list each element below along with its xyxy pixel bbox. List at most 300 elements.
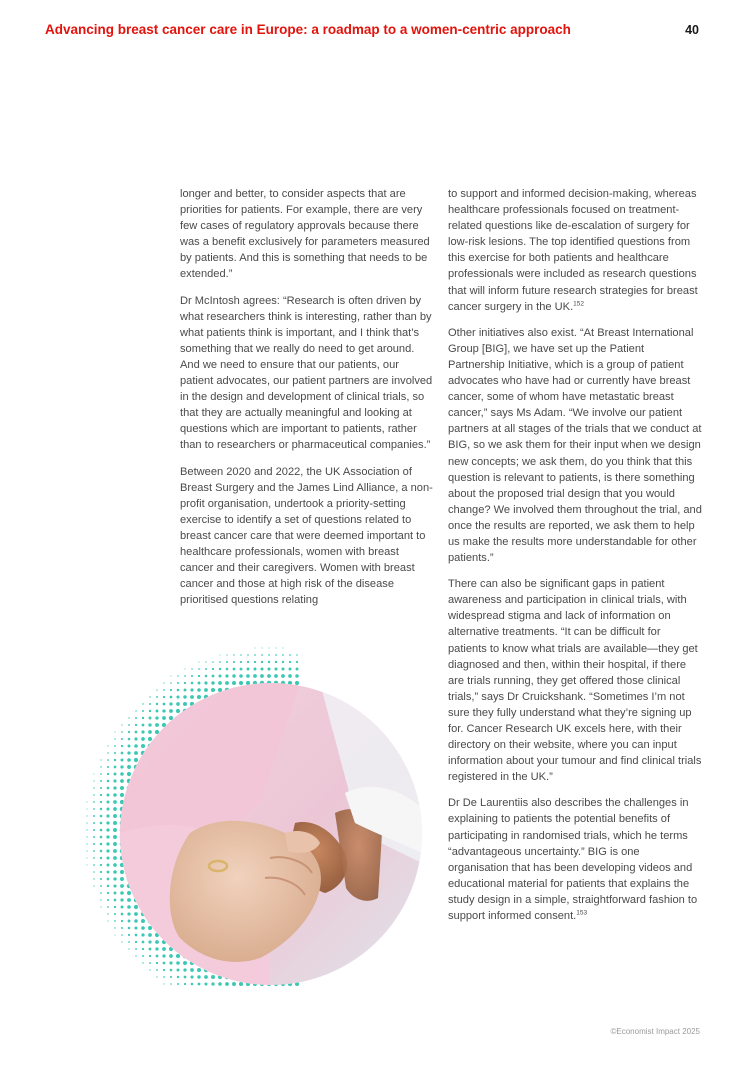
halftone-dot (135, 941, 137, 943)
halftone-dot (93, 822, 95, 824)
halftone-dot (149, 696, 150, 697)
halftone-dot (134, 744, 138, 748)
halftone-dot (128, 738, 131, 741)
halftone-dot (113, 856, 117, 860)
halftone-dot (134, 926, 137, 929)
halftone-dot (135, 731, 138, 734)
paragraph (180, 293, 434, 454)
halftone-dot (114, 731, 115, 732)
halftone-dot (253, 674, 257, 678)
halftone-dot (148, 940, 151, 943)
halftone-dot (100, 822, 103, 825)
halftone-dot (205, 661, 206, 662)
halftone-dot (295, 674, 299, 678)
halftone-dot (93, 794, 95, 796)
halftone-dot (128, 724, 130, 726)
halftone-dot (176, 695, 179, 698)
halftone-dot (275, 654, 277, 656)
halftone-dot (106, 849, 109, 852)
right-text-column (448, 186, 702, 934)
halftone-dot (100, 808, 102, 810)
halftone-dot (170, 675, 171, 676)
halftone-dot (247, 661, 249, 663)
halftone-dot (141, 744, 145, 748)
halftone-dot (156, 696, 158, 698)
halftone-dot (282, 654, 284, 656)
halftone-dot (240, 661, 242, 663)
halftone-dot (100, 878, 102, 880)
halftone-dot (135, 955, 136, 956)
halftone-dot (198, 661, 199, 662)
halftone-dot (282, 647, 283, 648)
halftone-dot (86, 829, 87, 830)
halftone-dot (93, 864, 95, 866)
halftone-dot (163, 682, 164, 683)
halftone-dot (120, 898, 123, 901)
halftone-dot (135, 934, 138, 937)
halftone-dot (114, 899, 117, 902)
halftone-dot (177, 976, 179, 978)
halftone-dot (226, 654, 227, 655)
halftone-dot (163, 969, 165, 971)
halftone-dot (114, 752, 116, 754)
halftone-dot (149, 717, 152, 720)
halftone-dot (120, 772, 124, 776)
halftone-dot (114, 906, 116, 908)
halftone-dot (128, 948, 129, 949)
halftone-dot (198, 668, 200, 670)
halftone-dot (247, 654, 249, 656)
halftone-dot (128, 745, 131, 748)
halftone-dot (149, 962, 151, 964)
halftone-dot (183, 695, 186, 698)
halftone-dot (114, 913, 116, 915)
halftone-dot (268, 661, 270, 663)
halftone-dot (107, 787, 110, 790)
halftone-dot (149, 955, 151, 957)
halftone-dot (113, 849, 117, 853)
halftone-dot (121, 724, 122, 725)
halftone-dot (254, 647, 255, 648)
halftone-dot (163, 976, 165, 978)
halftone-dot (219, 661, 221, 663)
halftone-dot (113, 800, 117, 804)
halftone-dot (120, 786, 124, 790)
halftone-dot (106, 807, 109, 810)
halftone-dot (225, 681, 229, 685)
halftone-dot (128, 941, 130, 943)
halftone-dot (156, 976, 157, 977)
halftone-dot (254, 654, 256, 656)
halftone-dot (149, 948, 152, 951)
halftone-dot (218, 681, 222, 685)
halftone-dot (121, 913, 124, 916)
halftone-dot (282, 661, 284, 663)
halftone-dot (107, 794, 110, 797)
halftone-dot (163, 696, 165, 698)
halftone-dot (225, 982, 229, 986)
halftone-dot (183, 961, 187, 965)
halftone-dot (218, 982, 222, 986)
halftone-dot (134, 912, 138, 916)
halftone-dot (205, 675, 208, 678)
halftone-dot (100, 871, 102, 873)
halftone-dot (100, 794, 102, 796)
halftone-dot (211, 975, 215, 979)
halftone-dot (114, 927, 115, 928)
halftone-dot (162, 954, 165, 957)
halftone-dot (197, 968, 201, 972)
halftone-dot (100, 843, 103, 846)
halftone-dot (155, 723, 159, 727)
halftone-dot (184, 675, 186, 677)
halftone-dot (184, 682, 186, 684)
paragraph (448, 576, 702, 785)
halftone-dot (163, 703, 166, 706)
halftone-dot (114, 773, 117, 776)
halftone-dot (261, 647, 262, 648)
halftone-dot (204, 681, 207, 684)
halftone-dot (120, 877, 124, 881)
halftone-dot (100, 773, 102, 775)
halftone-dot (176, 702, 180, 706)
halftone-dot (86, 850, 87, 851)
halftone-dot (86, 864, 87, 865)
halftone-dot (93, 836, 95, 838)
halftone-dot (184, 983, 186, 985)
halftone-dot (93, 850, 95, 852)
halftone-dot (142, 717, 144, 719)
halftone-dot (114, 934, 115, 935)
halftone-dot (156, 962, 158, 964)
halftone-dot (121, 745, 123, 747)
halftone-dot (100, 829, 103, 832)
halftone-dot (254, 661, 256, 663)
halftone-dot (100, 885, 102, 887)
halftone-dot (86, 843, 87, 844)
halftone-dot (156, 955, 159, 958)
halftone-dot (149, 703, 151, 705)
halftone-dot (86, 836, 87, 837)
halftone-dot (149, 969, 150, 970)
halftone-dot (100, 850, 103, 853)
halftone-dot (148, 933, 152, 937)
halftone-dot (107, 766, 109, 768)
halftone-dot (114, 766, 117, 769)
halftone-dot (170, 696, 173, 699)
halftone-dot (106, 856, 109, 859)
halftone-dot (169, 702, 172, 705)
halftone-dot (107, 780, 110, 783)
halftone-dot (113, 842, 117, 846)
halftone-dot (100, 759, 101, 760)
halftone-dot (120, 870, 124, 874)
halftone-dot (128, 717, 129, 718)
halftone-dot (177, 983, 179, 985)
halftone-dot (93, 871, 95, 873)
halftone-dot (197, 688, 201, 692)
halftone-dot (219, 654, 220, 655)
halftone-dot (107, 801, 110, 804)
paragraph (180, 186, 434, 283)
halftone-dot (142, 955, 144, 957)
halftone-dot (113, 793, 117, 797)
halftone-dot (93, 787, 94, 788)
halftone-dot (107, 906, 109, 908)
halftone-dot (289, 661, 291, 663)
halftone-dot (177, 689, 180, 692)
halftone-dot (232, 674, 235, 677)
halftone-dot (177, 969, 180, 972)
halftone-dot (106, 842, 109, 845)
halftone-dot (156, 689, 157, 690)
halftone-dot (121, 731, 123, 733)
paragraph (448, 186, 702, 315)
copyright-footer: ©Economist Impact 2025 (610, 1027, 700, 1036)
halftone-dot (205, 668, 207, 670)
halftone-dot (267, 667, 270, 670)
halftone-dot (113, 877, 116, 880)
halftone-dot (204, 982, 207, 985)
halftone-dot (162, 716, 166, 720)
halftone-dot (296, 668, 299, 671)
halftone-dot (226, 661, 228, 663)
halftone-dot (114, 738, 115, 739)
halftone-dot (289, 654, 291, 656)
halftone-dot (155, 716, 158, 719)
halftone-dot (274, 674, 278, 678)
reference-superscript: 152 (573, 299, 585, 307)
halftone-dot (93, 801, 95, 803)
halftone-dot (141, 737, 145, 741)
halftone-dot (114, 759, 116, 761)
paragraph-text: Dr McIntosh agrees: “Research is often driven by what researchers think is interesting, rather than by what patients think is important, and I think that’s something that we really do need to get around. And we need to ensure that our patients, our patient advocates, our patient partners are involved in the design and development of clinical trials, so that they are actually meaningful and looking at questions which are important to patients, rather than to researchers or pharmaceutical companies.” (180, 294, 433, 452)
halftone-dot (121, 906, 124, 909)
halftone-dot (141, 730, 144, 733)
halftone-dot (247, 668, 250, 671)
halftone-dot (107, 899, 109, 901)
halftone-dot (204, 975, 208, 979)
halftone-dot (120, 891, 124, 895)
halftone-dot (127, 912, 130, 915)
paragraph (448, 795, 702, 924)
paragraph-text: Other initiatives also exist. “At Breast International Group [BIG], we have set up the Patient Partnership Initiative, which is a group of patient advocates who have had or currently have breast cancer, some of whom have metastatic breast cancer,” says Ms Adam. “We involve our patient partners at all stages of the trials that we conduct at BIG, so we ask them for their input when we design new concepts; we ask them, do you think that this question is relevant to patients, is there something about the proposed trial design that you would change? We involved them throughout the trial, and once the results are reported, we ask them to help us make the results more understandable for other patients.” (448, 326, 702, 565)
halftone-dot (233, 668, 236, 671)
halftone-dot (212, 675, 215, 678)
halftone-dot (107, 913, 108, 914)
halftone-dot (134, 737, 137, 740)
halftone-dot (100, 766, 101, 767)
paragraph-text: to support and informed decision-making, whereas healthcare professionals focused on treatment-related questions like de-escalation of surgery for low-risk lesions. The top identified questions from this exercise for both patients and healthcare professionals were included as research questions that will inform future research strategies for breast cancer surgery in the UK. (448, 188, 698, 313)
left-text-column (180, 186, 434, 618)
halftone-dot (288, 674, 292, 678)
halftone-dot (149, 710, 151, 712)
halftone-dot (177, 675, 178, 676)
halftone-dot (142, 962, 143, 963)
halftone-dot (275, 647, 276, 648)
halftone-dot (211, 681, 214, 684)
halftone-dot (218, 674, 221, 677)
halftone-dot (156, 703, 158, 705)
halftone-dot (142, 941, 145, 944)
halftone-dot (113, 828, 117, 832)
halftone-dot (120, 793, 124, 797)
halftone-dot (232, 681, 236, 685)
halftone-dot (268, 654, 270, 656)
halftone-dot (121, 920, 123, 922)
halftone-dot (114, 892, 117, 895)
halftone-dot (191, 668, 192, 669)
halftone-dot (113, 786, 116, 789)
halftone-dot (100, 815, 103, 818)
halftone-dot (197, 975, 200, 978)
halftone-dot (100, 801, 102, 803)
halftone-dot (190, 695, 194, 699)
halftone-dot (106, 835, 109, 838)
halftone-dot (120, 884, 124, 888)
halftone-dot (260, 674, 264, 678)
paragraph (448, 325, 702, 566)
halftone-dot (239, 674, 243, 678)
halftone-dot (169, 709, 173, 713)
halftone-dot (100, 836, 103, 839)
halftone-dot (93, 843, 95, 845)
halftone-dot (135, 724, 137, 726)
halftone-dot (107, 773, 109, 775)
halftone-dot (127, 905, 131, 909)
halftone-dot (239, 681, 243, 685)
halftone-dot (107, 864, 110, 867)
halftone-dot (191, 675, 193, 677)
halftone-dot (183, 702, 187, 706)
halftone-dot (93, 815, 95, 817)
halftone-dot (141, 933, 144, 936)
halftone-dot (177, 682, 179, 684)
halftone-dot (93, 808, 95, 810)
halftone-dot (134, 919, 137, 922)
halftone-dot (253, 667, 256, 670)
halftone-dot (113, 821, 117, 825)
halftone-dot (198, 675, 200, 677)
halftone-dot (240, 668, 243, 671)
halftone-dot (86, 822, 87, 823)
halftone-dot (121, 752, 124, 755)
halftone-dot (268, 647, 269, 648)
halftone-dot (267, 674, 271, 678)
halftone-dot (170, 689, 172, 691)
halftone-dot (169, 954, 173, 958)
halftone-dot (148, 730, 152, 734)
halftone-dot (239, 982, 243, 986)
halftone-dot (163, 689, 165, 691)
halftone-dot (127, 751, 130, 754)
halftone-dot (121, 934, 123, 936)
halftone-dot (170, 969, 173, 972)
halftone-dot (261, 661, 263, 663)
halftone-dot (93, 878, 94, 879)
halftone-dot (135, 710, 136, 711)
page-number: 40 (685, 23, 699, 37)
halftone-dot (184, 976, 187, 979)
halftone-dot (86, 801, 87, 802)
halftone-dot (107, 759, 109, 761)
halftone-dot (142, 724, 145, 727)
halftone-dot (141, 919, 145, 923)
halftone-dot (184, 668, 185, 669)
halftone-dot (212, 661, 214, 663)
halftone-dot (107, 752, 109, 754)
halftone-dot (156, 969, 158, 971)
halftone-dot (232, 982, 236, 986)
halftone-dot (93, 780, 94, 781)
halftone-dot (197, 695, 201, 699)
halftone-dot (170, 682, 172, 684)
halftone-dot (113, 870, 117, 874)
halftone-dot (113, 884, 116, 887)
halftone-dot (211, 982, 214, 985)
halftone-dot (107, 920, 108, 921)
halftone-dot (120, 779, 124, 783)
halftone-dot (142, 710, 144, 712)
halftone-dot (86, 808, 87, 809)
halftone-dot (100, 780, 102, 782)
halftone-dot (211, 688, 215, 692)
halftone-dot (162, 709, 165, 712)
halftone-dot (113, 814, 117, 818)
paragraph-text: Dr De Laurentiis also describes the challenges in explaining to patients the potential benefits of participating in randomised trials, which he terms “advantageous uncertainty.” BIG is one organisation that has been developing videos and educational material for patients that explains the study design in a simple, straightforward fashion to support informed consent. (448, 797, 698, 923)
halftone-dot (289, 668, 292, 671)
reference-superscript: 153 (576, 909, 588, 917)
paragraph-text: There can also be significant gaps in patient awareness and participation in clinical trials, with widespread stigma and lack of information on alternative treatments. “It can be difficult for patients to know what trials are available—they get diagnosed and then, within their hospital, if there are trials running, they get offered those clinical trials,” says Dr Cruickshank. “Sometimes I’m not sure they fully understand what they’re signing up for. Cancer Research UK excels here, with their directory on their website, where you can input information about your tumour and find clinical trials registered in the UK.” (448, 578, 702, 784)
halftone-dot (114, 745, 116, 747)
hands-photo-circle (120, 683, 422, 985)
halftone-dot (135, 948, 137, 950)
halftone-dot (128, 927, 131, 930)
halftone-dot (148, 723, 151, 726)
halftone-dot (198, 682, 201, 685)
halftone-dot (107, 871, 110, 874)
halftone-dot (127, 758, 131, 762)
halftone-dot (183, 968, 186, 971)
halftone-dot (176, 961, 180, 965)
halftone-dot (155, 940, 159, 944)
halftone-dot (93, 885, 94, 886)
halftone-dot (219, 668, 221, 670)
halftone-dot (100, 892, 102, 894)
halftone-dot (142, 703, 143, 704)
halftone-dot (100, 899, 101, 900)
halftone-dot (156, 710, 159, 713)
halftone-dot (114, 920, 116, 922)
halftone-dot (127, 765, 131, 769)
halftone-dot (142, 948, 144, 950)
halftone-dot (170, 983, 172, 985)
halftone-dot (274, 667, 277, 670)
paragraph (180, 464, 434, 609)
halftone-dot (163, 962, 166, 965)
halftone-dot (190, 688, 193, 691)
paragraph-text: Between 2020 and 2022, the UK Association of Breast Surgery and the James Lind Alliance, a non-profit organisation, undertook a priority-setting exercise to identify a set of questions related to breast cancer care that were deemed important to healthcare professionals, women with breast cancer and their caregivers. Women with breast cancer and those at high risk of the disease prioritised questions relating (180, 465, 433, 607)
halftone-dot (190, 968, 194, 972)
halftone-dot (121, 738, 123, 740)
halftone-dot (169, 961, 172, 964)
halftone-dot (184, 689, 187, 692)
page-header-title: Advancing breast cancer care in Europe: a roadmap to a women-centric approach (45, 22, 571, 37)
halftone-dot (198, 983, 201, 986)
halftone-dot (233, 661, 235, 663)
halftone-dot (225, 674, 228, 677)
halftone-dot (100, 864, 102, 866)
